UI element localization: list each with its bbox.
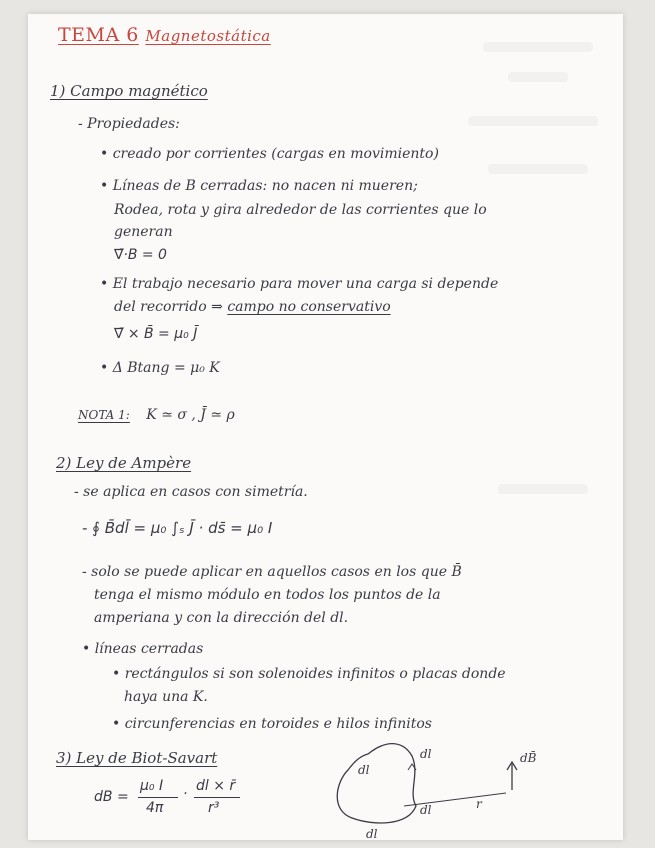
bullet-tangential-jump: • Δ Btang = μ₀ K [100,360,220,376]
bullet-closed-lines-cont: generan [114,224,173,240]
curl-equation: ∇̄ × B̄ = μ₀ J̄ [114,326,198,342]
page-title [58,24,271,46]
ampere-condition-line: - solo se puede aplicar en aquellos casos en los que B̄ [82,564,462,580]
label-dl-left: dl [358,763,370,777]
biot-savart-lhs: dB = [94,789,129,805]
ampere-equation: - ∮ B̄dl̄ = μ₀ ∫ₛ J̄ · ds̄ = μ₀ I [82,519,273,537]
bleed-through-mark [483,42,593,52]
path-text: del recorrido ⇒ [114,299,223,315]
section-2-heading [56,454,191,472]
ampere-condition-cont: amperiana y con la dirección del dl. [94,610,349,626]
dot-operator: · [183,786,188,802]
bullet-closed-lines-cont: Rodea, rota y gira alrededor de las corrientes que lo [114,202,487,218]
biot-frac1-den: 4π [146,800,164,816]
current-loop [337,744,416,823]
bullet-created-by-currents: • creado por corrientes (cargas en movimiento) [100,146,439,162]
ampere-condition-cont: tenga el mismo módulo en todos los puntos de la [94,587,441,603]
note-1-text: K ≃ σ , J̄ ≃ ρ [146,407,235,423]
label-dl-center: dl [420,803,432,817]
bullet-work-depends: • El trabajo necesario para mover una carga si depende [100,276,499,292]
bullet-work-depends-cont [114,299,391,315]
section-2-heading-text: 2) Ley de Ampère [56,454,192,472]
note-1-label: NOTA 1: [78,408,130,422]
bleed-through-mark [508,72,568,82]
fraction-bar [194,797,240,798]
label-dl-top: dl [420,747,432,761]
bleed-through-mark [498,484,588,494]
ampere-symmetry-line: - se aplica en casos con simetría. [74,484,308,500]
fraction-bar [138,797,178,798]
non-conservative-field-text: campo no conservativo [227,299,391,315]
biot-frac2-num: dl × r̄ [196,778,236,794]
divergence-equation: ∇̄·B = 0 [114,247,167,263]
title-subject: Magnetostática [145,27,271,45]
closed-lines-item: • líneas cerradas [82,641,204,657]
biot-frac1-num: μ₀ I [140,778,164,794]
title-main: TEMA 6 [58,24,139,46]
section-3-heading-text: 3) Ley de Biot-Savart [56,749,218,767]
section-1-heading-text: 1) Campo magnético [50,82,208,100]
biot-savart-sketch [308,734,538,840]
notebook-page [28,14,623,840]
label-r: r [476,797,482,811]
rectangles-item-cont: haya una K. [124,689,208,705]
bleed-through-mark [488,164,588,174]
note-1 [78,407,235,423]
rectangles-item: • rectángulos si son solenoides infinitos o placas donde [112,666,506,682]
bullet-closed-lines: • Líneas de B cerradas: no nacen ni mueren; [100,178,418,194]
section-1-heading [50,82,208,100]
label-dl-bottom: dl [366,827,378,840]
biot-frac2-den: r³ [208,800,220,816]
section-3-heading [56,749,217,767]
properties-label: - Propiedades: [78,116,180,132]
label-dB: dB̄ [520,751,537,765]
circumferences-item: • circunferencias en toroides e hilos infinitos [112,716,432,732]
bleed-through-mark [468,116,598,126]
